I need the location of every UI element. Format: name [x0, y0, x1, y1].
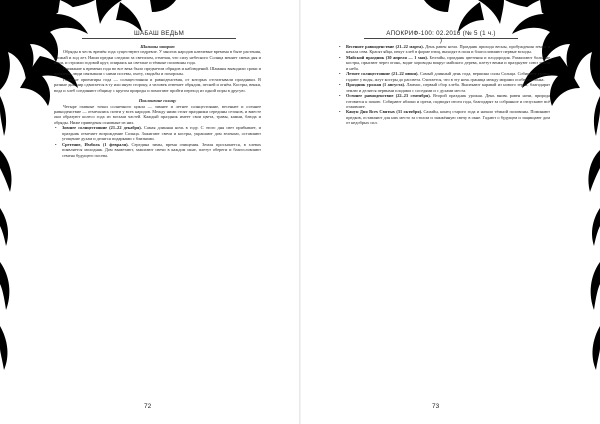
- paragraph: Четыре главные точки солнечного цикла — зимнее и летнее солнцестояние, весеннее и осеннее равноденствие — отмечались почти у всех народов. Между ними стоят праздники середины сезонов, и вместе они образуют колесо года из восьми частей. Каждый праздник имеет свои цвета, травы, камни, блюда и обряды. Ниже приведены основные из них.: [54, 103, 261, 125]
- bullet-icon: •: [55, 125, 57, 131]
- running-head: АПОКРИФ-100: 02.2016 (№ 5 (1 ч.) ): [386, 30, 496, 44]
- list-item-text: Самый длинный день года, вершина силы Солнца. Собирают травы, гадают у воды, жгут костры до рассвета. Считается, что в эту ночь граница между мирами особенно тонка.: [346, 71, 550, 82]
- bullet-icon: •: [339, 82, 341, 88]
- list-item-label: Зимнее солнцестояние (21–22 декабря).: [62, 125, 142, 131]
- list-item: [338, 55, 550, 71]
- right-page: [300, 0, 600, 424]
- section-title: Шаманы заворот: [140, 44, 175, 49]
- list-item-label: Канун Дня Всех Святых (31 октября).: [346, 109, 423, 115]
- list-item: [54, 142, 261, 158]
- book-gutter: [299, 0, 301, 424]
- list-item: [338, 71, 550, 82]
- bullet-icon: •: [339, 71, 341, 77]
- page-body-left: [54, 44, 261, 384]
- section-title: Поклонение солнцу: [138, 98, 177, 104]
- bullet-icon: •: [339, 54, 341, 60]
- paragraph: Главные ориентиры года — солнцестояния и равноденствия, от которых отсчитывали праздники. В разные дни мир сдвигается в ту или иную сторону, а человек отвечает обрядом, песней и огнём. Костры, венки, вода и хлеб соединяют общину с кругом природы и помогают пройти переход из одной поры в другую.: [54, 76, 261, 93]
- list-item-label: Праздник урожая (1 августа).: [346, 82, 406, 88]
- list-item-label: Сретение, Имболк (1 февраля).: [62, 141, 129, 147]
- list-item-text: Второй праздник урожая. День вновь равен ночи, природа готовится к покою. Собирают яблоки и орехи, подводят итоги года, благодарят за собранное и отпускают всё отжившее.: [346, 93, 550, 109]
- list-item: [338, 109, 550, 125]
- paragraph: Внимание к времени года во все века было предметом обрядов и наблюдений. Шаманы выводили сроки и приметы, люди связывали с ними посевы, охоту, свадьбы и похороны.: [54, 65, 261, 77]
- bullet-icon: •: [55, 141, 57, 147]
- list-item-label: Летнее солнцестояние (21–22 июня).: [346, 71, 419, 77]
- list-item: [338, 44, 550, 55]
- list-item-text: Белтайн, праздник цветения и плодородия. Разжигают большие костры, прыгают через огонь, водят хороводы вокруг майского дерева, плетут венки и празднуют союз земли и неба.: [346, 54, 550, 71]
- running-head: ШАБАШ ВЕДЬМ: [133, 30, 185, 37]
- bullet-icon: •: [339, 93, 341, 99]
- list-item-text: Самайн, конец старого года и начало тёмной половины. Поминают предков, оставляют для них место за столом и зажжённую свечу в окне. Гадают о будущем и защищают дом от недобрых сил.: [346, 109, 550, 126]
- page-body-right: [338, 44, 550, 384]
- list-item-text: Ламмас, первый сбор хлеба. Выпекают каравай из нового зерна, благодарят землю и делятся первыми плодами с соседями и с духами места.: [346, 82, 550, 93]
- list-item: [54, 125, 261, 141]
- header-rule: [82, 38, 236, 39]
- list-item-text: Самая длинная ночь в году. С этого дня свет прибывает, и праздник отмечает возрождение Солнца. Зажигают свечи и костры, украшают дом зеленью, оставляют угощение духам и делятся подарками с близкими.: [62, 125, 261, 142]
- bullet-icon: •: [339, 109, 341, 115]
- page-number: 72: [144, 403, 152, 410]
- list-item-label: Весеннее равноденствие (21–22 марта).: [346, 44, 424, 49]
- header-rule: [364, 38, 518, 39]
- list-item-label: Осеннее равноденствие (22–23 сентября).: [346, 93, 431, 99]
- list-item: [338, 82, 550, 93]
- list-item-text: Середина зимы, время очищения. Земля просыпается, в хлевах появляется молодняк. Дом выметают, зажигают свечи в каждом окне, плетут обереги и благословляют семена будущего посева.: [62, 141, 261, 158]
- bullet-icon: •: [339, 44, 341, 49]
- page-number: 73: [432, 403, 440, 410]
- list-item-label: Майский праздник (30 апреля — 1 мая).: [346, 54, 428, 60]
- list-item-text: День равен ночи. Праздник прихода весны, пробуждения земли и начала сева. Красят яйца, пекут хлеб в форме птиц, выходят в поля и благословляют первые всходы.: [346, 44, 550, 55]
- list-item: [338, 93, 550, 109]
- paragraph: Обряды в честь времён года существуют издревле. У многих народов ключевые времена в быте растения, урожай и ход лет. Наши предки следили за светилом, отмечая, что силу небесного Солнца меняет смена дня и ночи, и строили годовой круг, опираясь на светлые и тёмные половины года.: [54, 49, 261, 66]
